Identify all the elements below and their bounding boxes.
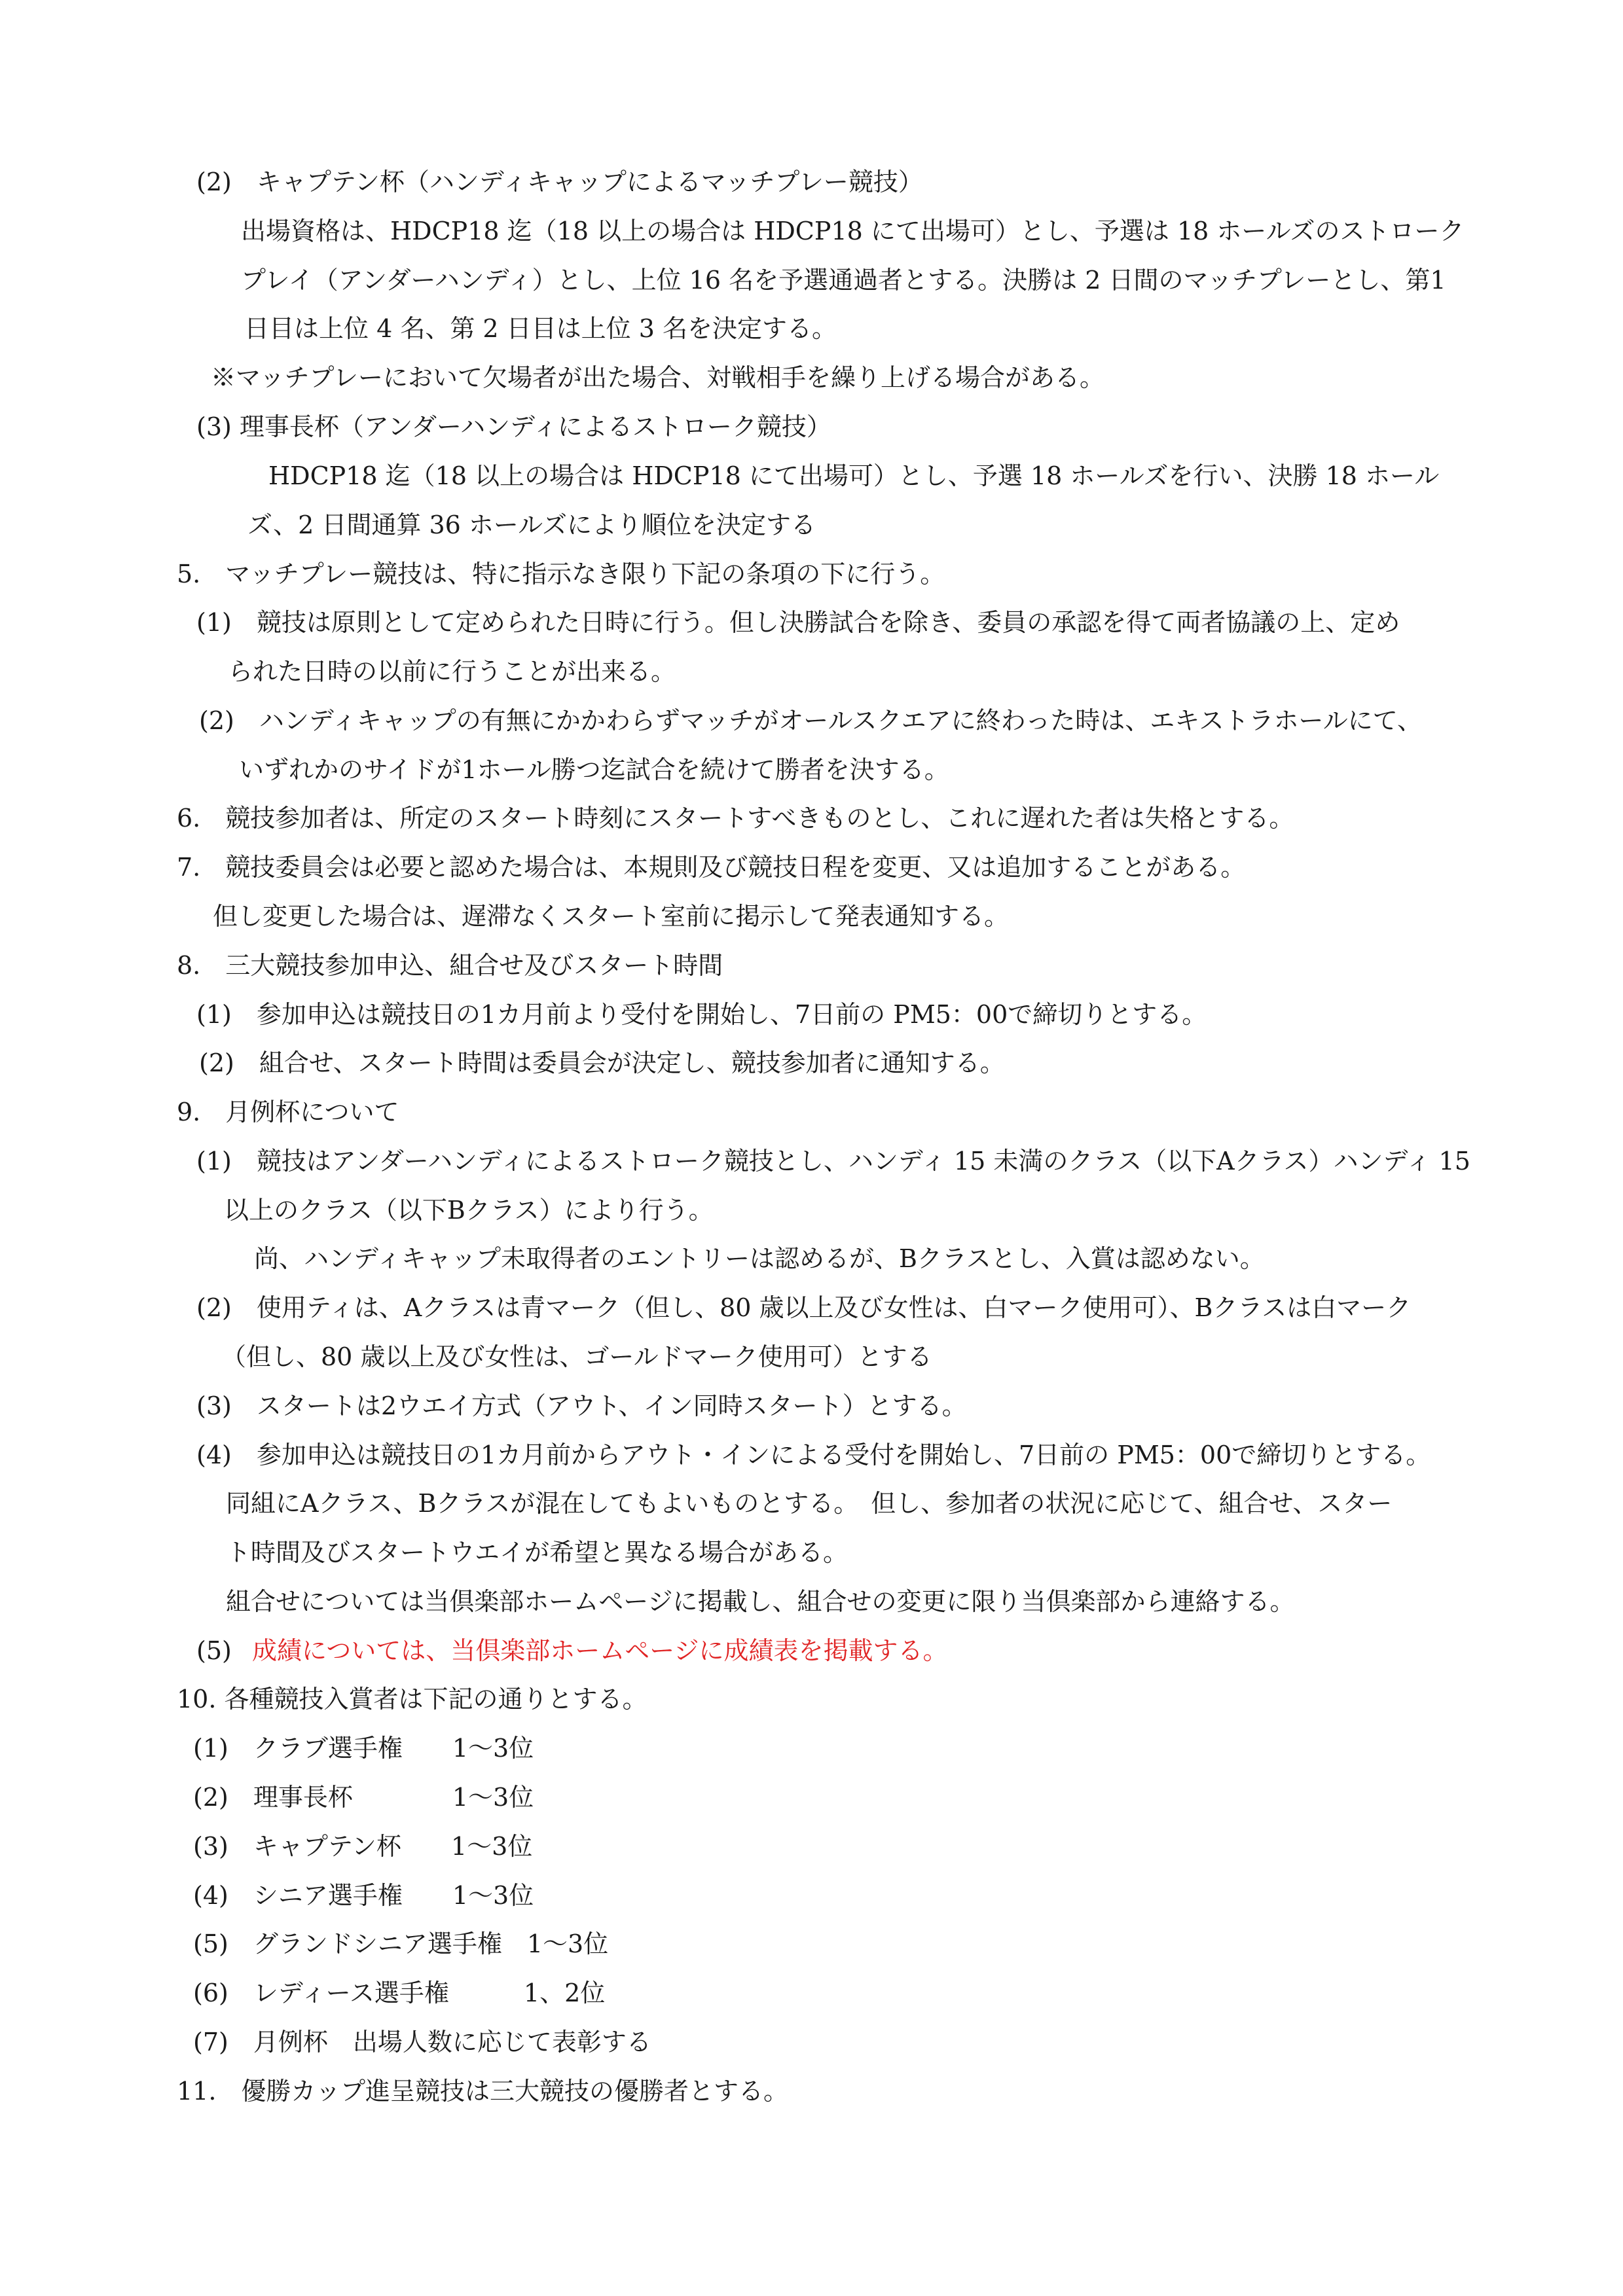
section-9-item-5-text: 成績については、当倶楽部ホームページに成績表を掲載する。 bbox=[252, 1636, 948, 1665]
section-5-item-2-line-2: いずれかのサイドが1ホール勝つ迄試合を続けて勝者を決する。 bbox=[239, 755, 949, 784]
award-senior-championship: (4) シニア選手権 1～3位 bbox=[193, 1881, 534, 1910]
section-5-item-2-line-1: (2) ハンディキャップの有無にかかわらずマッチがオールスクエアに終わった時は、エキストラホールにて、 bbox=[199, 706, 1422, 735]
section-chairman-cup-heading: (3) 理事長杯（アンダーハンディによるストローク競技） bbox=[196, 412, 831, 441]
section-5-heading: 5. マッチプレー競技は、特に指示なき限り下記の条項の下に行う。 bbox=[177, 560, 945, 588]
section-9-item-3: (3) スタートは2ウエイ方式（アウト、イン同時スタート）とする。 bbox=[196, 1391, 967, 1420]
chairman-cup-rule-line-2: ズ、2 日間通算 36 ホールズにより順位を決定する bbox=[247, 511, 816, 539]
section-10-heading: 10. 各種競技入賞者は下記の通りとする。 bbox=[177, 1685, 647, 1713]
award-grand-senior-championship: (5) グランドシニア選手権 1～3位 bbox=[193, 1929, 609, 1958]
section-9-item-2-line-1: (2) 使用ティは、Aクラスは青マーク（但し、80 歳以上及び女性は、白マーク使用可）、Bクラスは白マーク bbox=[196, 1293, 1412, 1322]
section-9-item-4-line-1: (4) 参加申込は競技日の1カ月前からアウト・インによる受付を開始し、7日前の PM5：00で締切りとする。 bbox=[196, 1441, 1431, 1469]
section-9-item-1-note: 尚、ハンディキャップ未取得者のエントリーは認めるが、Bクラスとし、入賞は認めない。 bbox=[254, 1244, 1265, 1273]
captain-cup-eligibility-line-2: プレイ（アンダーハンディ）とし、上位 16 名を予選通過者とする。決勝は 2 日間のマッチプレーとし、第1 bbox=[241, 266, 1446, 295]
chairman-cup-rule-line-1: HDCP18 迄（18 以上の場合は HDCP18 にて出場可）とし、予選 18 ホールズを行い、決勝 18 ホール bbox=[268, 461, 1440, 490]
captain-cup-eligibility-line-3: 日目は上位 4 名、第 2 日目は上位 3 名を決定する。 bbox=[244, 314, 837, 343]
section-9-heading: 9. 月例杯について bbox=[177, 1098, 399, 1126]
section-5-item-1-line-2: られた日時の以前に行うことが出来る。 bbox=[228, 657, 676, 686]
award-monthly-cup: (7) 月例杯 出場人数に応じて表彰する bbox=[193, 2028, 651, 2056]
section-7-note: 但し変更した場合は、遅滞なくスタート室前に掲示して発表通知する。 bbox=[213, 902, 1010, 931]
section-captain-cup-heading: (2) キャプテン杯（ハンディキャップによるマッチプレー競技） bbox=[196, 168, 923, 196]
captain-cup-eligibility-line-1: 出場資格は、HDCP18 迄（18 以上の場合は HDCP18 にて出場可）とし、予選は 18 ホールズのストローク bbox=[241, 217, 1465, 245]
section-9-item-4-line-3: ト時間及びスタートウエイが希望と異なる場合がある。 bbox=[226, 1538, 848, 1567]
section-8-item-2: (2) 組合せ、スタート時間は委員会が決定し、競技参加者に通知する。 bbox=[199, 1049, 1005, 1077]
award-ladies-championship: (6) レディース選手権 1、2位 bbox=[193, 1979, 606, 2007]
section-9-item-4-line-4: 組合せについては当倶楽部ホームページに掲載し、組合せの変更に限り当倶楽部から連絡する。 bbox=[226, 1587, 1295, 1616]
section-9-item-4-line-2: 同組にAクラス、Bクラスが混在してもよいものとする。 但し、参加者の状況に応じて、組合せ、スター bbox=[226, 1489, 1393, 1518]
section-9-item-2-line-2: （但し、80 歳以上及び女性は、ゴールドマーク使用可）とする bbox=[221, 1342, 932, 1371]
section-8-item-1: (1) 参加申込は競技日の1カ月前より受付を開始し、7日前の PM5：00で締切りとする。 bbox=[196, 1000, 1207, 1029]
section-9-item-1-line-1: (1) 競技はアンダーハンディによるストローク競技とし、ハンディ 15 未満のクラス（以下Aクラス）ハンディ 15 bbox=[196, 1147, 1470, 1175]
award-club-championship: (1) クラブ選手権 1～3位 bbox=[193, 1734, 534, 1763]
match-play-absence-note: ※マッチプレーにおいて欠場者が出た場合、対戦相手を繰り上げる場合がある。 bbox=[211, 363, 1104, 392]
section-9-item-5-number: (5) bbox=[196, 1636, 232, 1665]
section-5-item-1-line-1: (1) 競技は原則として定められた日時に行う。但し決勝試合を除き、委員の承認を得て両者協議の上、定め bbox=[196, 608, 1400, 637]
award-captain-cup: (3) キャプテン杯 1～3位 bbox=[193, 1832, 533, 1861]
section-11-text: 11. 優勝カップ進呈競技は三大競技の優勝者とする。 bbox=[177, 2077, 789, 2106]
section-6-text: 6. 競技参加者は、所定のスタート時刻にスタートすべきものとし、これに遅れた者は失格とする。 bbox=[177, 804, 1294, 833]
award-chairman-cup: (2) 理事長杯 1～3位 bbox=[193, 1783, 534, 1812]
section-8-heading: 8. 三大競技参加申込、組合せ及びスタート時間 bbox=[177, 951, 723, 980]
section-9-item-1-line-2: 以上のクラス（以下Bクラス）により行う。 bbox=[224, 1196, 714, 1225]
section-7-text: 7. 競技委員会は必要と認めた場合は、本規則及び競技日程を変更、又は追加することがある。 bbox=[177, 853, 1246, 882]
